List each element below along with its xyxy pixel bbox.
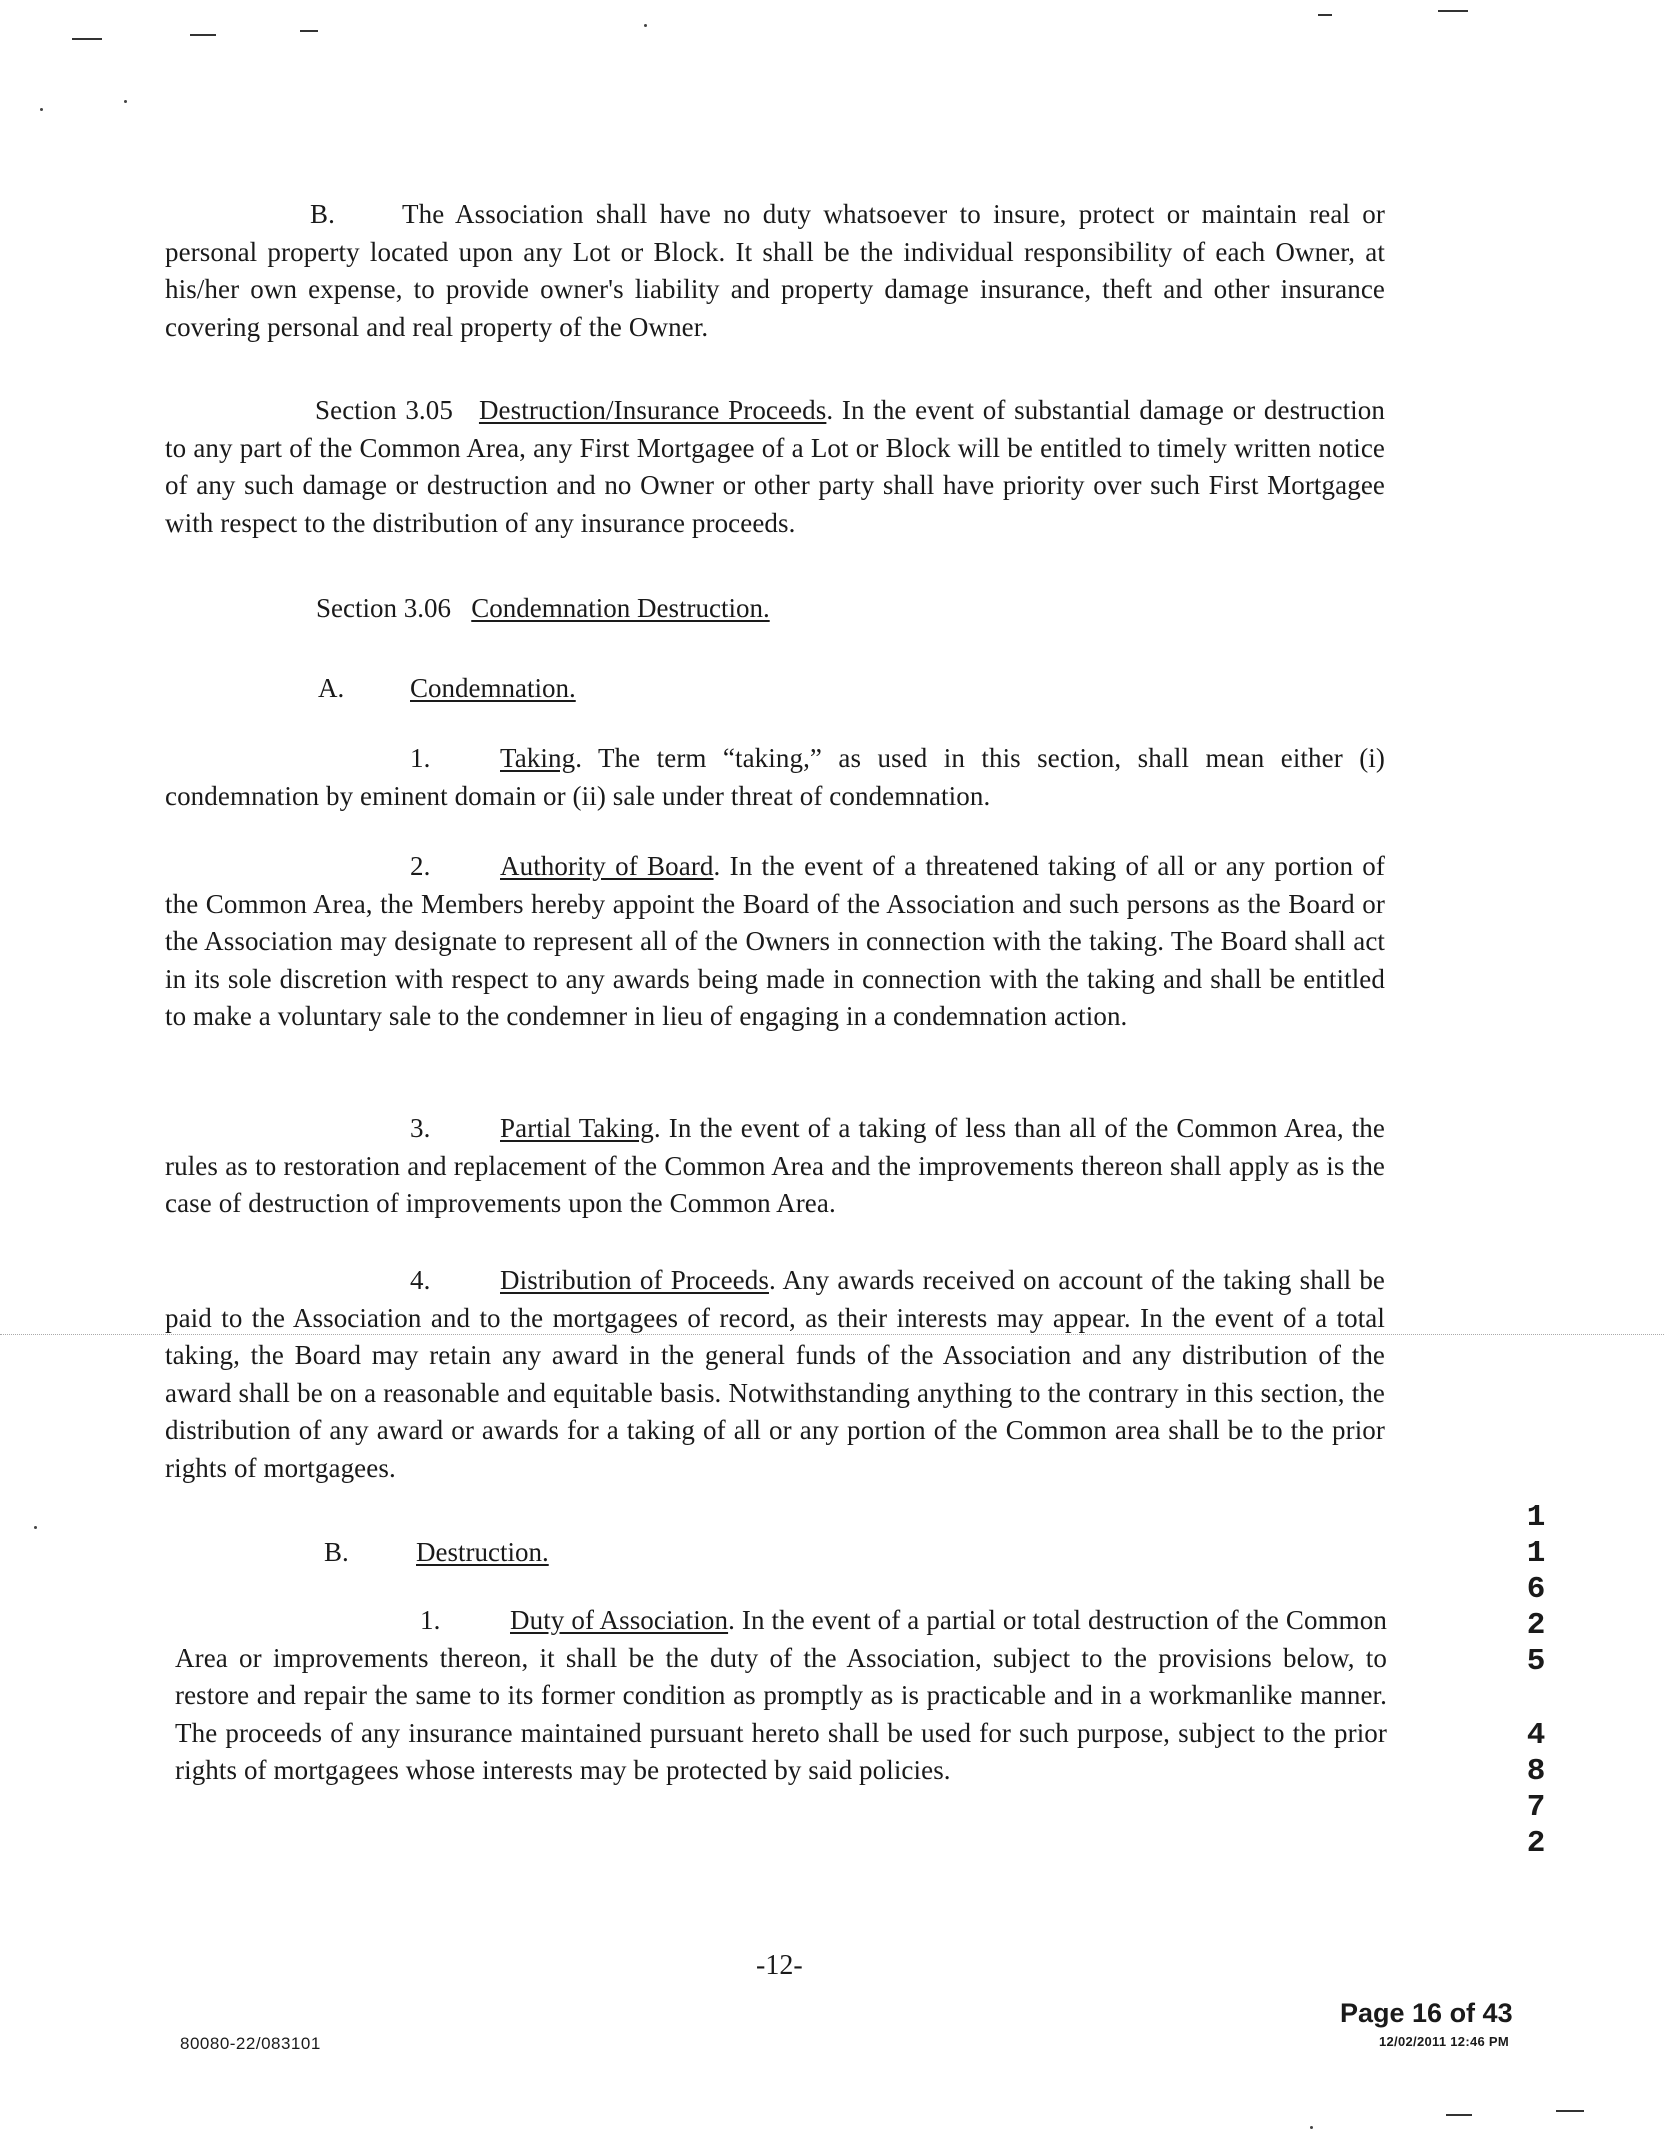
subsection-a-heading <box>318 670 576 707</box>
margin-digit: 5 <box>1526 1644 1546 1679</box>
margin-digit: 1 <box>1526 1500 1546 1535</box>
item-a3 <box>165 1110 1385 1223</box>
item-a2-number: 2. <box>410 851 431 881</box>
item-a2-title: Authority of Board <box>500 851 714 881</box>
item-a4-text: . Any awards received on account of the taking shall be paid to the Association and to the mortgagees of record, as their interests may appear. In the event of a total taking, the Board may retain any award in the general funds of the Association and any distribution of the award shall be on a reasonable and equitable basis. Notwithstanding anything to the contrary in this section, the distribution of any award or awards for a taking of all or any portion of the Common area shall be to the prior rights of mortgagees. <box>165 1265 1385 1483</box>
item-b1 <box>175 1602 1387 1790</box>
scan-artifact <box>124 100 127 103</box>
item-a2 <box>165 848 1385 1036</box>
section-3-06-heading <box>316 590 770 627</box>
subsection-b-heading <box>324 1534 549 1571</box>
section-3-06-label: Section 3.06 <box>316 593 451 623</box>
margin-digit: 1 <box>1526 1536 1546 1571</box>
scan-artifact <box>1310 2126 1313 2129</box>
section-3-05-text: . In the event of substantial damage or destruction to any part of the Common Area, any First Mortgagee of a Lot or Block will be entitled to timely written notice of any such damage or destruction and no Owner or other party shall have priority over such First Mortgagee with respect to the distribution of any insurance proceeds. <box>165 395 1385 538</box>
scan-artifact <box>72 38 102 40</box>
item-b1-text: . In the event of a partial or total destruction of the Common Area or improvements thereon, it shall be the duty of the Association, subject to the provisions below, to restore and repair the same to its former condition as promptly as is practicable and in a workmanlike manner. The proceeds of any insurance maintained pursuant hereto shall be used for such purpose, subject to the prior rights of mortgagees whose interests may be protected by said policies. <box>175 1605 1387 1785</box>
page-number: -12- <box>756 1950 803 1981</box>
item-a1-title: Taking <box>500 743 576 773</box>
section-3-05-label: Section 3.05 <box>315 395 453 425</box>
item-a4 <box>165 1262 1385 1487</box>
page-of-count: Page 16 of 43 <box>1340 1998 1513 2028</box>
item-a1-number: 1. <box>410 743 431 773</box>
scan-artifact <box>1318 14 1332 16</box>
section-3-05-title: Destruction/Insurance Proceeds <box>478 395 827 425</box>
item-a1-text: . The term “taking,” as used in this section, shall mean either (i) condemnation by eminent domain or (ii) sale under threat of condemnation. <box>165 743 1385 811</box>
margin-digit: 7 <box>1526 1790 1546 1825</box>
margin-digit: 2 <box>1526 1608 1546 1643</box>
scan-artifact <box>34 1526 37 1529</box>
scan-artifact <box>300 30 318 32</box>
section-3-05 <box>165 392 1385 542</box>
item-b1-number: 1. <box>420 1605 441 1635</box>
scan-artifact <box>1446 2114 1472 2116</box>
scan-artifact <box>644 24 647 27</box>
margin-digit: 8 <box>1526 1754 1546 1789</box>
margin-digit: 6 <box>1526 1572 1546 1607</box>
margin-digit: 2 <box>1526 1826 1546 1861</box>
item-a3-title: Partial Taking <box>500 1113 654 1143</box>
item-a3-text: . In the event of a taking of less than all of the Common Area, the rules as to restoration and replacement of the Common Area and the improvements thereon shall apply as is the case of destruction of improvements upon the Common Area. <box>165 1113 1385 1218</box>
subsection-b-label: B. <box>324 1537 349 1567</box>
paragraph-b-text: The Association shall have no duty whatsoever to insure, protect or maintain real or personal property located upon any Lot or Block. It shall be the individual responsibility of each Owner, at his/her own expense, to provide owner's liability and property damage insurance, theft and other insurance covering personal and real property of the Owner. <box>165 199 1385 342</box>
section-3-06-title: Condemnation Destruction. <box>471 593 770 623</box>
scan-artifact <box>1556 2110 1584 2112</box>
item-a3-number: 3. <box>410 1113 431 1143</box>
paragraph-b <box>165 196 1385 346</box>
item-b1-title: Duty of Association <box>510 1605 729 1635</box>
item-a4-number: 4. <box>410 1265 431 1295</box>
margin-recording-number <box>1521 1500 1551 1862</box>
subsection-b-title: Destruction. <box>416 1537 549 1567</box>
timestamp: 12/02/2011 12:46 PM <box>1379 2034 1510 2049</box>
item-a2-text: . In the event of a threatened taking of all or any portion of the Common Area, the Members hereby appoint the Board of the Association and such persons as the Board or the Association may designate to represent all of the Owners in connection with the taking. The Board shall act in its sole discretion with respect to any awards being made in connection with the taking and shall be entitled to make a voluntary sale to the condemner in lieu of engaging in a condemnation action. <box>165 851 1385 1031</box>
scan-artifact <box>40 108 43 111</box>
scan-artifact <box>190 34 216 36</box>
item-a1 <box>165 740 1385 815</box>
margin-digit: 4 <box>1526 1718 1546 1753</box>
scan-artifact <box>1438 10 1468 12</box>
paragraph-b-label: B. <box>310 199 335 229</box>
document-id: 80080-22/083101 <box>180 2034 321 2053</box>
subsection-a-title: Condemnation. <box>410 673 576 703</box>
subsection-a-label: A. <box>318 673 345 703</box>
item-a4-title: Distribution of Proceeds <box>500 1265 769 1295</box>
